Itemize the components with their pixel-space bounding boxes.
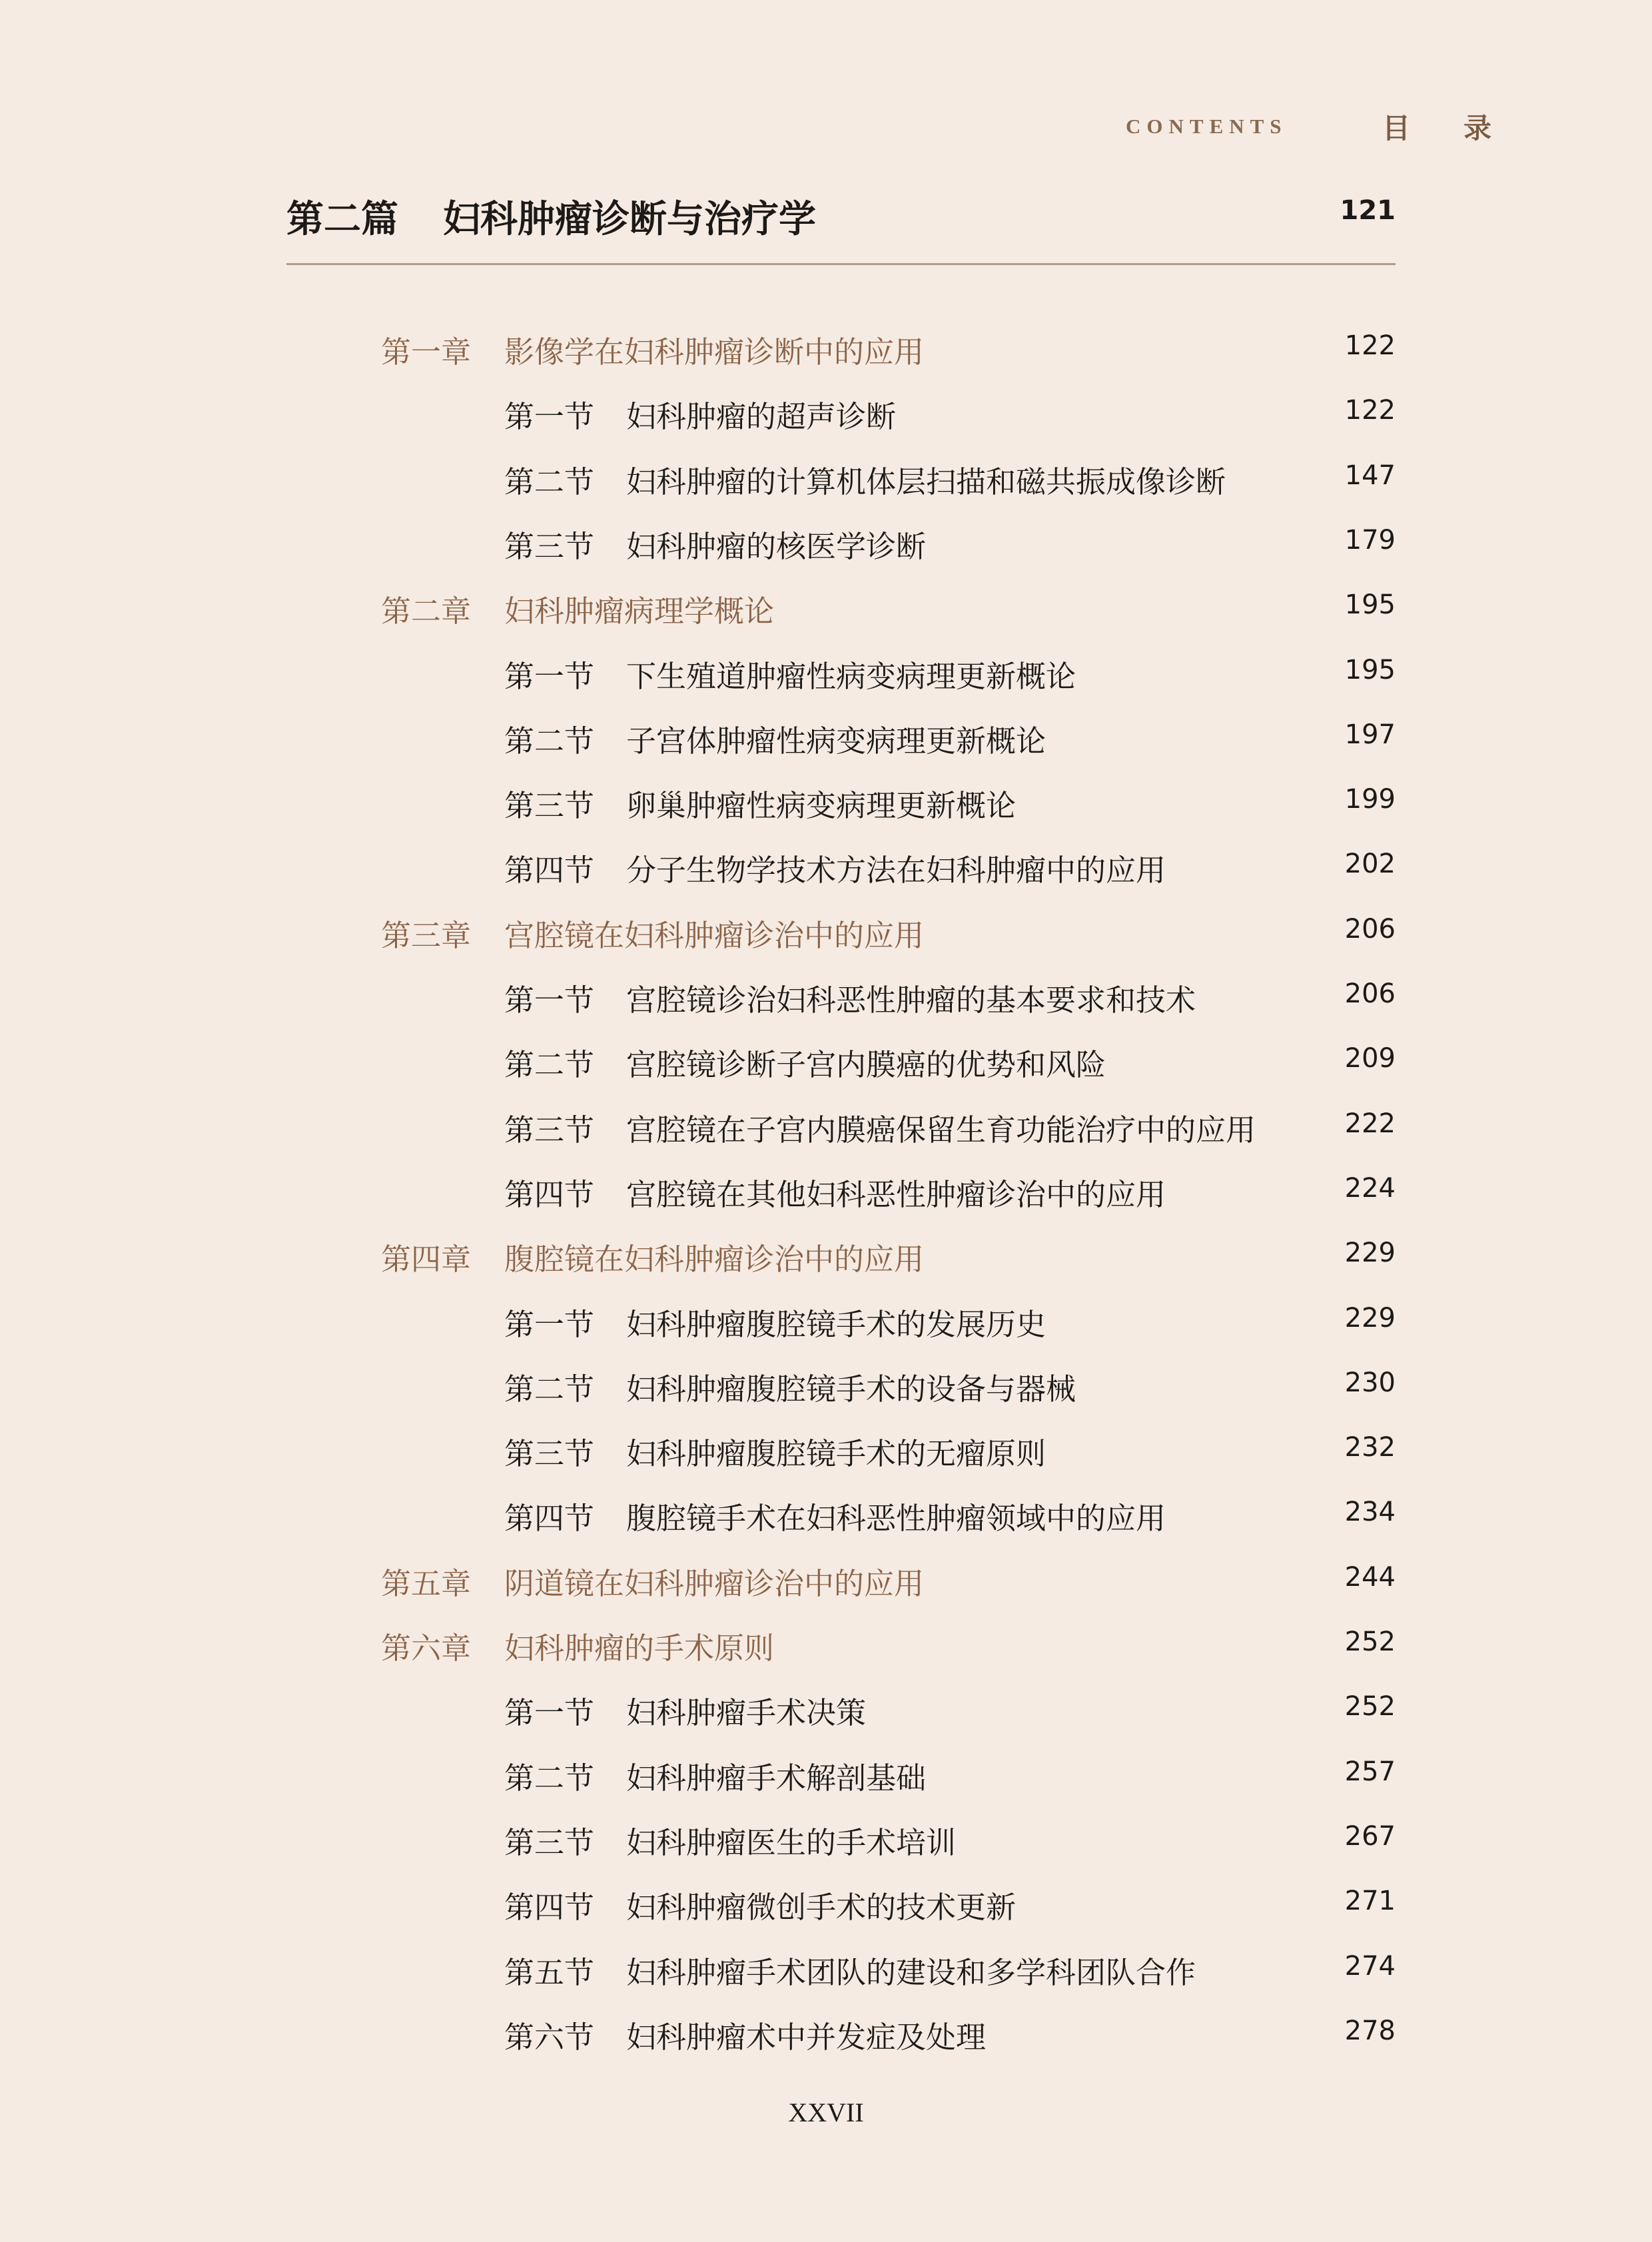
- section-label: 第三节: [504, 529, 595, 564]
- section-title: 下生殖道肿瘤性病变病理更新概论: [626, 659, 1076, 694]
- toc-section-entry[interactable]: [0, 1883, 1652, 1930]
- page-number: 229: [1344, 1303, 1396, 1333]
- chapter-label: 第三章: [381, 918, 472, 953]
- section-label: 第六节: [504, 2020, 595, 2055]
- section-title: 妇科肿瘤术中并发症及处理: [626, 2020, 987, 2055]
- section-label: 第三节: [504, 1436, 595, 1471]
- page-number: 147: [1344, 460, 1396, 491]
- header-contents-en: CONTENTS: [1126, 115, 1288, 138]
- section-title: 妇科肿瘤的超声诊断: [626, 399, 897, 434]
- page-number: 195: [1344, 655, 1396, 685]
- section-title: 子宫体肿瘤性病变病理更新概论: [626, 723, 1046, 759]
- page-number: 271: [1344, 1886, 1396, 1916]
- toc-section-entry[interactable]: [0, 1170, 1652, 1217]
- section-label: 第一节: [504, 659, 595, 694]
- toc-section-entry[interactable]: [0, 1818, 1652, 1865]
- chapter-label: 第四章: [381, 1242, 472, 1277]
- toc-section-entry[interactable]: [0, 392, 1652, 439]
- section-label: 第一节: [504, 399, 595, 434]
- toc-chapter-entry[interactable]: [0, 587, 1652, 633]
- section-label: 第五节: [504, 1955, 595, 1990]
- toc-section-entry[interactable]: [0, 1688, 1652, 1735]
- header-contents-cn: 目录: [1382, 112, 1545, 145]
- section-title: 妇科肿瘤的计算机体层扫描和磁共振成像诊断: [626, 464, 1226, 500]
- section-title: 妇科肿瘤手术决策: [626, 1695, 867, 1730]
- chapter-label: 第五章: [381, 1566, 472, 1601]
- section-title: 妇科肿瘤手术解剖基础: [626, 1760, 927, 1796]
- toc-chapter-entry[interactable]: [0, 328, 1652, 374]
- page-number: 222: [1344, 1108, 1396, 1139]
- section-label: 第二节: [504, 1760, 595, 1796]
- toc-section-entry[interactable]: [0, 846, 1652, 893]
- part-label: 第二篇: [286, 197, 398, 241]
- toc-section-entry[interactable]: [0, 458, 1652, 504]
- page-number: 199: [1344, 784, 1396, 815]
- section-title: 腹腔镜手术在妇科恶性肿瘤领域中的应用: [626, 1501, 1166, 1536]
- page-number-footer: XXVII: [788, 2097, 864, 2127]
- part-title: 妇科肿瘤诊断与治疗学: [443, 197, 816, 241]
- toc-section-entry[interactable]: [0, 1106, 1652, 1152]
- page-number: 234: [1344, 1497, 1396, 1527]
- chapter-label: 第二章: [381, 593, 472, 629]
- section-title: 妇科肿瘤腹腔镜手术的无瘤原则: [626, 1436, 1046, 1471]
- page-number: 206: [1344, 914, 1396, 944]
- section-title: 卵巢肿瘤性病变病理更新概论: [626, 788, 1017, 823]
- section-label: 第三节: [504, 1825, 595, 1860]
- page-number: 230: [1344, 1367, 1396, 1398]
- page-number: 274: [1344, 1951, 1396, 1982]
- section-label: 第三节: [504, 788, 595, 823]
- page-number: 122: [1344, 330, 1396, 361]
- toc-section-entry[interactable]: [0, 1429, 1652, 1476]
- section-label: 第一节: [504, 982, 595, 1018]
- toc-section-entry[interactable]: [0, 717, 1652, 763]
- page-number: 195: [1344, 589, 1396, 620]
- section-label: 第四节: [504, 1890, 595, 1925]
- section-label: 第四节: [504, 1177, 595, 1212]
- toc-section-entry[interactable]: [0, 1494, 1652, 1541]
- section-label: 第二节: [504, 1047, 595, 1082]
- chapter-label: 第六章: [381, 1631, 472, 1666]
- chapter-label: 第一章: [381, 334, 472, 370]
- toc-chapter-entry[interactable]: [0, 911, 1652, 958]
- page-number: 209: [1344, 1043, 1396, 1074]
- chapter-title: 腹腔镜在妇科肿瘤诊治中的应用: [504, 1242, 925, 1277]
- page-number: 257: [1344, 1756, 1396, 1787]
- chapter-title: 妇科肿瘤病理学概论: [504, 593, 775, 629]
- toc-section-entry[interactable]: [0, 1040, 1652, 1087]
- section-title: 妇科肿瘤腹腔镜手术的发展历史: [626, 1307, 1046, 1342]
- toc-section-entry[interactable]: [0, 1754, 1652, 1800]
- section-title: 妇科肿瘤腹腔镜手术的设备与器械: [626, 1371, 1076, 1407]
- section-title: 宫腔镜诊断子宫内膜癌的优势和风险: [626, 1047, 1106, 1082]
- section-title: 妇科肿瘤医生的手术培训: [626, 1825, 957, 1860]
- section-label: 第二节: [504, 1371, 595, 1407]
- toc-section-entry[interactable]: [0, 522, 1652, 569]
- toc-section-entry[interactable]: [0, 1948, 1652, 1995]
- page-number: 278: [1344, 2016, 1396, 2046]
- chapter-title: 阴道镜在妇科肿瘤诊治中的应用: [504, 1566, 925, 1601]
- page-number: 197: [1344, 719, 1396, 750]
- toc-section-entry[interactable]: [0, 976, 1652, 1022]
- section-title: 宫腔镜诊治妇科恶性肿瘤的基本要求和技术: [626, 982, 1196, 1018]
- section-title: 宫腔镜在子宫内膜癌保留生育功能治疗中的应用: [626, 1112, 1256, 1148]
- section-title: 分子生物学技术方法在妇科肿瘤中的应用: [626, 853, 1166, 888]
- section-title: 妇科肿瘤微创手术的技术更新: [626, 1890, 1017, 1925]
- section-label: 第二节: [504, 464, 595, 500]
- running-header: [0, 107, 1652, 147]
- page-number: 179: [1344, 525, 1396, 556]
- page-number: 224: [1344, 1173, 1396, 1204]
- page-number: 232: [1344, 1432, 1396, 1463]
- chapter-title: 影像学在妇科肿瘤诊断中的应用: [504, 334, 925, 370]
- section-title: 妇科肿瘤手术团队的建设和多学科团队合作: [626, 1955, 1196, 1990]
- toc-section-entry[interactable]: [0, 652, 1652, 699]
- section-label: 第一节: [504, 1695, 595, 1730]
- page-number: 267: [1344, 1821, 1396, 1852]
- page-number: 122: [1344, 395, 1396, 426]
- section-label: 第二节: [504, 723, 595, 759]
- page-number: 229: [1344, 1238, 1396, 1268]
- toc-section-entry[interactable]: [0, 1300, 1652, 1347]
- page-number: 206: [1344, 978, 1396, 1009]
- part-heading: [286, 190, 1396, 265]
- section-label: 第一节: [504, 1307, 595, 1342]
- page-number: 202: [1344, 849, 1396, 879]
- toc-chapter-entry[interactable]: [0, 1235, 1652, 1282]
- toc-chapter-entry[interactable]: [0, 1559, 1652, 1606]
- section-label: 第四节: [504, 853, 595, 888]
- section-title: 宫腔镜在其他妇科恶性肿瘤诊治中的应用: [626, 1177, 1166, 1212]
- toc-section-entry[interactable]: [0, 2013, 1652, 2059]
- page-number: 252: [1344, 1627, 1396, 1657]
- page-number: 244: [1344, 1562, 1396, 1593]
- section-label: 第三节: [504, 1112, 595, 1148]
- chapter-title: 宫腔镜在妇科肿瘤诊治中的应用: [504, 918, 925, 953]
- section-title: 妇科肿瘤的核医学诊断: [626, 529, 927, 564]
- toc-section-entry[interactable]: [0, 1365, 1652, 1411]
- part-page-number: 121: [1340, 195, 1396, 226]
- page-number: 252: [1344, 1691, 1396, 1722]
- chapter-title: 妇科肿瘤的手术原则: [504, 1631, 775, 1666]
- toc-chapter-entry[interactable]: [0, 1624, 1652, 1671]
- toc-section-entry[interactable]: [0, 781, 1652, 828]
- section-label: 第四节: [504, 1501, 595, 1536]
